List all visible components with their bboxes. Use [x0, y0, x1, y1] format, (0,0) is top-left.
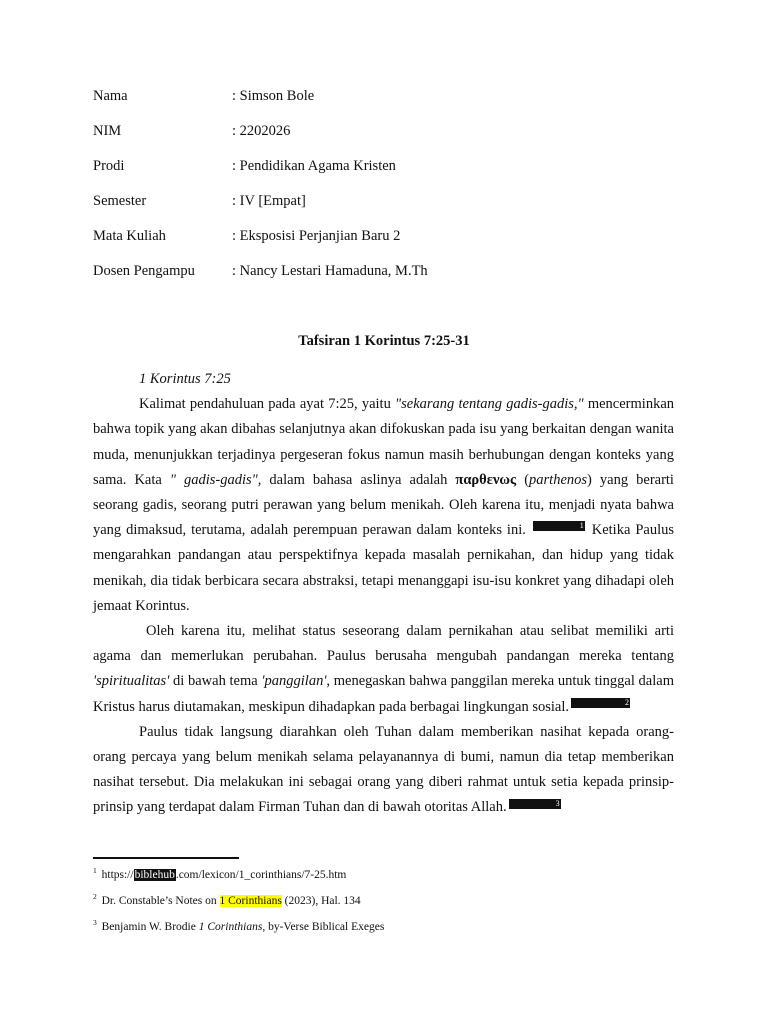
term-text: 'panggilan' [261, 673, 327, 690]
paragraph-2 [93, 619, 674, 720]
footnote-number: 3 [93, 918, 97, 927]
info-value: : Nancy Lestari Hamaduna, M.Th [232, 263, 428, 279]
text-run: mencerminkan bahwa topik yang akan dibahas selanjutnya akan difokuskan pada isu yang berkaitan dengan wanita muda, menunjukkan terjadinya pergeseran fokus namun masih berhubungan dengan konteks yang sama. Kata [93, 396, 675, 488]
info-row-prodi [93, 156, 693, 191]
footnote-number: 2 [93, 892, 97, 901]
info-label: Mata Kuliah [93, 228, 166, 244]
info-row-nim [93, 121, 693, 156]
info-value: : Pendidikan Agama Kristen [232, 158, 396, 174]
footnote-ref-2[interactable]: 2 [571, 698, 630, 708]
footnote-text: , by-Verse Biblical Exeges [262, 920, 385, 933]
text-run: ( [516, 471, 530, 488]
document-body [93, 367, 674, 821]
greek-word: παρθενως [455, 471, 517, 488]
info-row-nama [93, 86, 693, 121]
text-run: Oleh karena itu, melihat status seseorang dalam pernikahan atau selibat memiliki arti agama dan memerlukan perubahan. Paulus berusaha mengubah pandangan mereka tentang [93, 623, 674, 665]
info-row-dosen [93, 261, 693, 296]
info-row-mata-kuliah [93, 226, 693, 261]
footnote-text: Dr. Constable’s Notes on [98, 894, 220, 907]
quote-text: " gadis-gadis", [169, 471, 262, 488]
highlighted-text: biblehub [134, 868, 175, 881]
text-run: , menegaskan bahwa panggilan mereka untuk tinggal dalam Kristus harus diutamakan, meskipun dihadapkan pada berbagai lingkungan sosial. [93, 673, 674, 715]
info-label: Semester [93, 193, 147, 209]
info-label: NIM [93, 123, 122, 139]
document-title: Tafsiran 1 Korintus 7:25-31 [298, 333, 470, 349]
footnote-text: Benjamin W. Brodie [98, 920, 199, 933]
text-run: Ketika Paulus mengarahkan pandangan atau perspektifnya kepada masalah pernikahan, dan hidup yang tidak menikah, dia tidak berbicara secara abstraksi, tetapi menanggapi isu-isu konkret yang dihadapi oleh jemaat Korintus. [93, 522, 674, 614]
info-label: Dosen Pengampu [93, 263, 195, 279]
footnote-text: (2023), Hal. 134 [281, 894, 361, 907]
paragraph-3 [93, 720, 674, 821]
footnote-separator [93, 857, 239, 859]
footnote-ref-3[interactable]: 3 [509, 799, 561, 809]
text-run: di bawah tema [169, 673, 262, 690]
footnote-text: .com/lexicon/1_corinthians/7-25.htm [175, 868, 347, 881]
info-value: : IV [Empat] [232, 193, 306, 209]
term-text: 'spiritualitas' [93, 673, 170, 690]
section-heading: 1 Korintus 7:25 [139, 371, 231, 387]
info-row-semester [93, 191, 693, 226]
text-run: Paulus tidak langsung diarahkan oleh Tuhan dalam memberikan nasihat kepada orang-orang percaya yang belum menikah selama pelayanannya di bumi, namun dia tetap memberikan nasihat tersebut. Dia melakukan ini sebagai orang yang diberi rahmat untuk setia kepada prinsip-prinsip yang terdapat dalam Firman Tuhan dan di bawah otoritas Allah. [93, 723, 674, 816]
footnote-3 [93, 914, 693, 940]
info-value: : Simson Bole [232, 88, 315, 104]
text-run: ) yang berarti seorang gadis, seorang putri perawan yang belum menikah. Oleh karena itu, menjadi nyata bahwa yang dimaksud, terutama, adalah perempuan perawan dalam konteks ini. [93, 471, 674, 539]
student-info [93, 86, 693, 296]
footnote-number: 1 [93, 866, 97, 875]
footnote-italic: 1 Corinthians [198, 920, 263, 933]
info-label: Nama [93, 88, 128, 104]
info-value: : 2202026 [232, 123, 291, 139]
info-label: Prodi [93, 158, 125, 174]
footnote-2 [93, 888, 693, 914]
highlighted-text: 1 Corinthians [219, 894, 282, 907]
quote-text: "sekarang tentang gadis-gadis," [395, 396, 584, 413]
paragraph-1 [93, 392, 674, 619]
text-run: Kalimat pendahuluan pada ayat 7:25, yaitu [139, 396, 396, 413]
text-run: dalam bahasa aslinya adalah [261, 471, 456, 488]
footnote-text: https:// [98, 868, 134, 881]
info-value: : Eksposisi Perjanjian Baru 2 [232, 228, 401, 244]
transliteration: parthenos [529, 471, 588, 488]
footnote-1 [93, 862, 693, 888]
footnote-ref-1[interactable]: 1 [533, 521, 585, 531]
footnotes [93, 862, 693, 940]
